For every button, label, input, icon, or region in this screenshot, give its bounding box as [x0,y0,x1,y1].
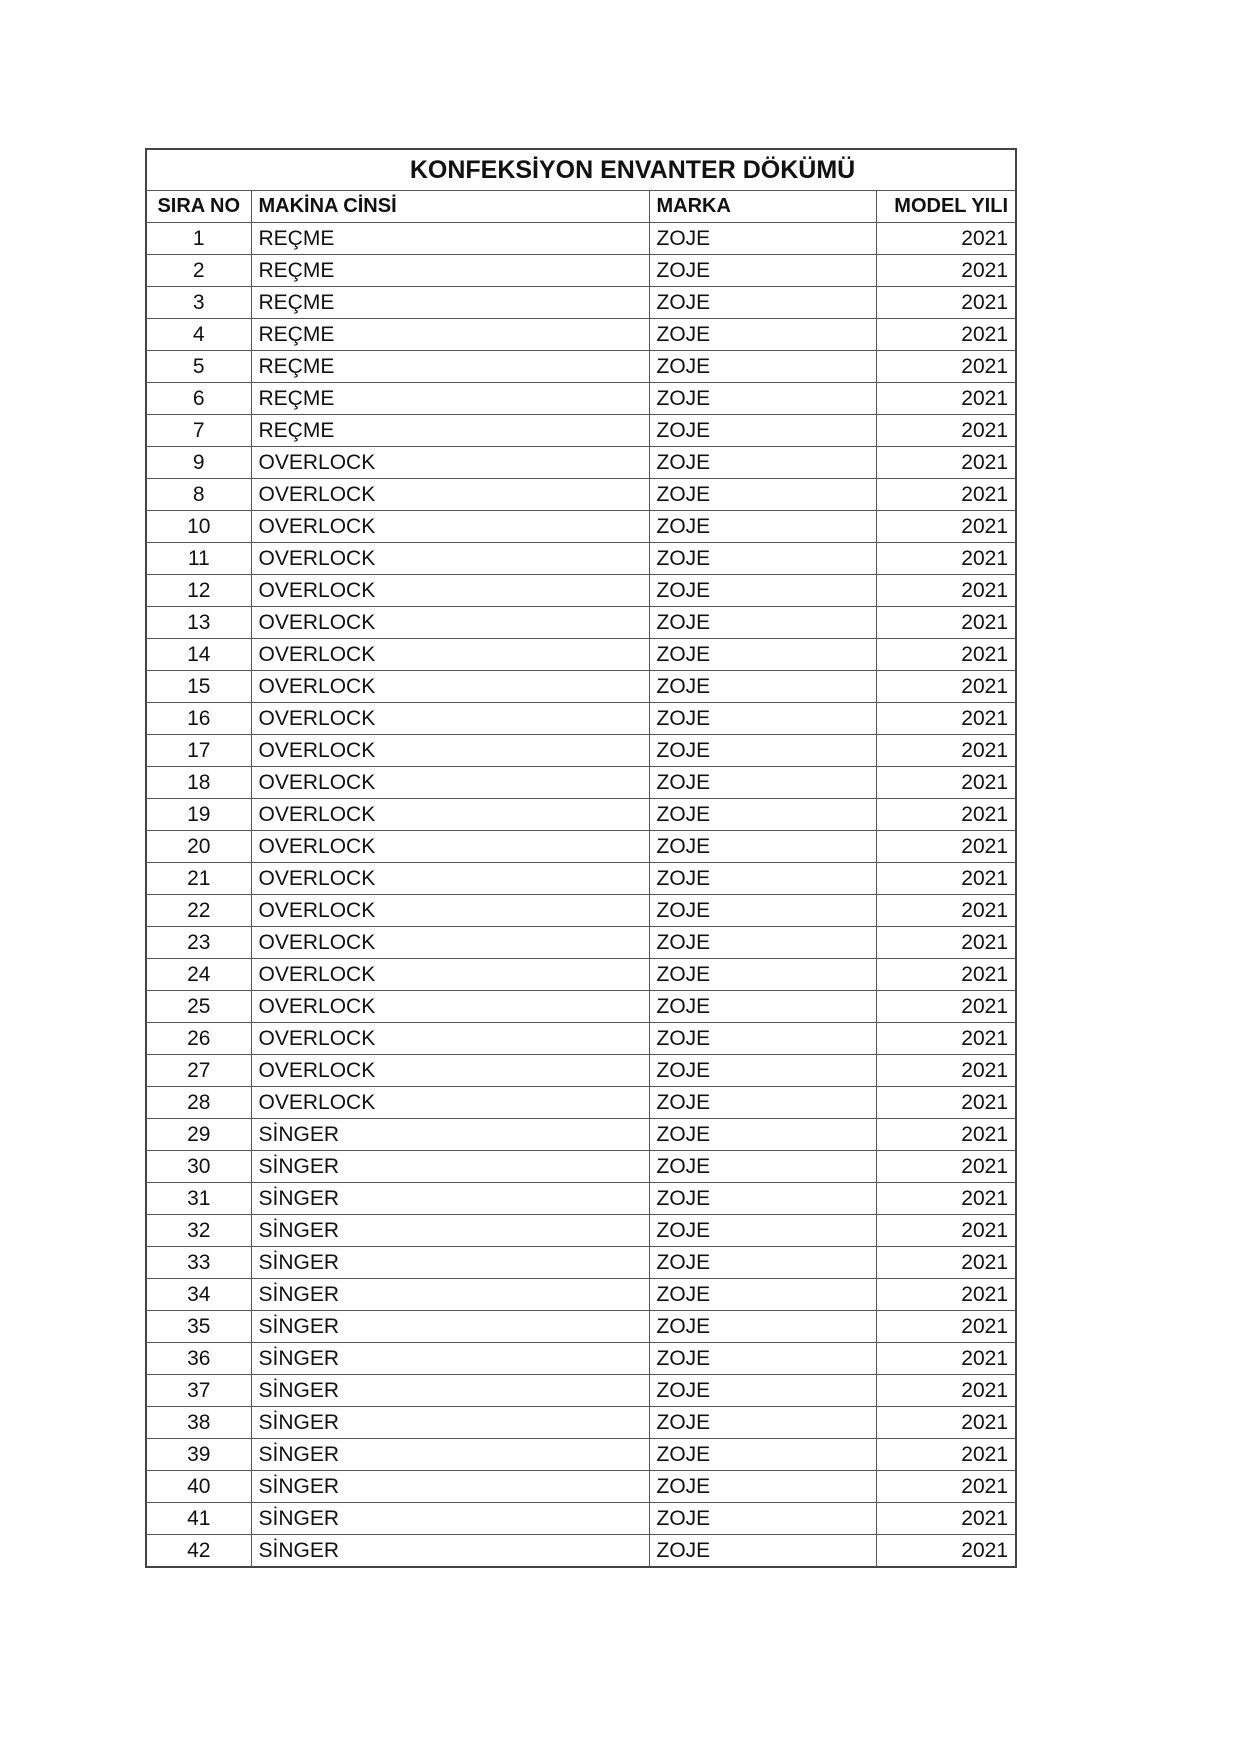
cell-makina-cinsi: OVERLOCK [251,543,649,575]
cell-marka: ZOJE [649,1023,876,1055]
column-header-sira-no: SIRA NO [146,191,251,223]
cell-model-yili: 2021 [876,479,1016,511]
cell-marka: ZOJE [649,607,876,639]
cell-makina-cinsi: SİNGER [251,1247,649,1279]
cell-makina-cinsi: OVERLOCK [251,991,649,1023]
cell-makina-cinsi: OVERLOCK [251,671,649,703]
cell-sira-no: 6 [146,383,251,415]
cell-marka: ZOJE [649,959,876,991]
cell-model-yili: 2021 [876,671,1016,703]
cell-sira-no: 2 [146,255,251,287]
cell-marka: ZOJE [649,1183,876,1215]
table-row [146,639,1016,671]
table-row [146,1087,1016,1119]
cell-marka: ZOJE [649,735,876,767]
table-row [146,1503,1016,1535]
table-row [146,991,1016,1023]
table-row [146,703,1016,735]
cell-marka: ZOJE [649,1407,876,1439]
cell-model-yili: 2021 [876,1119,1016,1151]
cell-marka: ZOJE [649,319,876,351]
cell-model-yili: 2021 [876,1215,1016,1247]
cell-model-yili: 2021 [876,639,1016,671]
cell-makina-cinsi: OVERLOCK [251,1055,649,1087]
cell-makina-cinsi: OVERLOCK [251,1023,649,1055]
cell-sira-no: 27 [146,1055,251,1087]
cell-makina-cinsi: OVERLOCK [251,831,649,863]
inventory-sheet [145,148,1015,1568]
cell-marka: ZOJE [649,351,876,383]
cell-marka: ZOJE [649,799,876,831]
cell-marka: ZOJE [649,767,876,799]
cell-sira-no: 1 [146,223,251,255]
cell-sira-no: 24 [146,959,251,991]
table-row [146,319,1016,351]
cell-makina-cinsi: REÇME [251,223,649,255]
cell-sira-no: 16 [146,703,251,735]
cell-makina-cinsi: OVERLOCK [251,1087,649,1119]
cell-makina-cinsi: SİNGER [251,1343,649,1375]
cell-sira-no: 5 [146,351,251,383]
cell-sira-no: 34 [146,1279,251,1311]
cell-marka: ZOJE [649,1119,876,1151]
cell-makina-cinsi: REÇME [251,351,649,383]
cell-marka: ZOJE [649,1151,876,1183]
cell-sira-no: 23 [146,927,251,959]
table-row [146,607,1016,639]
cell-makina-cinsi: OVERLOCK [251,447,649,479]
cell-marka: ZOJE [649,1535,876,1568]
table-row [146,1279,1016,1311]
table-row [146,863,1016,895]
table-row [146,767,1016,799]
cell-marka: ZOJE [649,479,876,511]
cell-model-yili: 2021 [876,1183,1016,1215]
table-row [146,1215,1016,1247]
cell-sira-no: 29 [146,1119,251,1151]
table-row [146,895,1016,927]
table-row [146,1311,1016,1343]
cell-sira-no: 13 [146,607,251,639]
cell-sira-no: 35 [146,1311,251,1343]
cell-marka: ZOJE [649,895,876,927]
cell-makina-cinsi: REÇME [251,383,649,415]
cell-sira-no: 20 [146,831,251,863]
cell-marka: ZOJE [649,511,876,543]
cell-model-yili: 2021 [876,1279,1016,1311]
cell-model-yili: 2021 [876,511,1016,543]
cell-sira-no: 4 [146,319,251,351]
cell-model-yili: 2021 [876,543,1016,575]
table-row [146,1119,1016,1151]
cell-marka: ZOJE [649,991,876,1023]
table-row [146,1183,1016,1215]
cell-model-yili: 2021 [876,447,1016,479]
cell-marka: ZOJE [649,1503,876,1535]
cell-marka: ZOJE [649,287,876,319]
cell-sira-no: 37 [146,1375,251,1407]
table-row [146,927,1016,959]
cell-sira-no: 36 [146,1343,251,1375]
cell-model-yili: 2021 [876,895,1016,927]
table-row [146,255,1016,287]
cell-marka: ZOJE [649,1247,876,1279]
table-row [146,447,1016,479]
cell-sira-no: 26 [146,1023,251,1055]
cell-model-yili: 2021 [876,1375,1016,1407]
cell-sira-no: 30 [146,1151,251,1183]
cell-makina-cinsi: OVERLOCK [251,575,649,607]
cell-makina-cinsi: SİNGER [251,1311,649,1343]
cell-makina-cinsi: OVERLOCK [251,959,649,991]
cell-model-yili: 2021 [876,1407,1016,1439]
cell-makina-cinsi: SİNGER [251,1375,649,1407]
cell-marka: ZOJE [649,1087,876,1119]
table-row [146,735,1016,767]
cell-marka: ZOJE [649,447,876,479]
cell-marka: ZOJE [649,703,876,735]
cell-model-yili: 2021 [876,1247,1016,1279]
table-row [146,1407,1016,1439]
cell-sira-no: 10 [146,511,251,543]
table-row [146,511,1016,543]
cell-sira-no: 25 [146,991,251,1023]
cell-model-yili: 2021 [876,1087,1016,1119]
cell-makina-cinsi: SİNGER [251,1279,649,1311]
cell-makina-cinsi: OVERLOCK [251,895,649,927]
cell-makina-cinsi: OVERLOCK [251,479,649,511]
table-row [146,351,1016,383]
cell-marka: ZOJE [649,671,876,703]
table-row [146,543,1016,575]
cell-model-yili: 2021 [876,223,1016,255]
cell-marka: ZOJE [649,831,876,863]
cell-makina-cinsi: SİNGER [251,1439,649,1471]
cell-marka: ZOJE [649,1055,876,1087]
cell-model-yili: 2021 [876,1503,1016,1535]
table-row [146,383,1016,415]
cell-model-yili: 2021 [876,1535,1016,1568]
table-row [146,1055,1016,1087]
cell-marka: ZOJE [649,1375,876,1407]
table-row [146,1535,1016,1568]
table-body [146,223,1016,1568]
cell-model-yili: 2021 [876,351,1016,383]
cell-model-yili: 2021 [876,767,1016,799]
table-row [146,831,1016,863]
table-row [146,1343,1016,1375]
cell-marka: ZOJE [649,863,876,895]
cell-makina-cinsi: OVERLOCK [251,511,649,543]
table-row [146,479,1016,511]
table-row [146,287,1016,319]
cell-model-yili: 2021 [876,959,1016,991]
cell-model-yili: 2021 [876,1023,1016,1055]
cell-model-yili: 2021 [876,1471,1016,1503]
column-header-makina-cinsi: MAKİNA CİNSİ [251,191,649,223]
cell-makina-cinsi: SİNGER [251,1407,649,1439]
cell-sira-no: 19 [146,799,251,831]
cell-sira-no: 42 [146,1535,251,1568]
cell-model-yili: 2021 [876,735,1016,767]
cell-makina-cinsi: OVERLOCK [251,607,649,639]
cell-marka: ZOJE [649,639,876,671]
cell-marka: ZOJE [649,255,876,287]
table-row [146,1375,1016,1407]
cell-marka: ZOJE [649,927,876,959]
cell-model-yili: 2021 [876,1439,1016,1471]
cell-marka: ZOJE [649,223,876,255]
table-row [146,575,1016,607]
cell-model-yili: 2021 [876,575,1016,607]
cell-sira-no: 22 [146,895,251,927]
cell-sira-no: 12 [146,575,251,607]
table-row [146,799,1016,831]
cell-model-yili: 2021 [876,1151,1016,1183]
cell-sira-no: 8 [146,479,251,511]
cell-marka: ZOJE [649,1471,876,1503]
table-row [146,223,1016,255]
cell-makina-cinsi: OVERLOCK [251,639,649,671]
cell-marka: ZOJE [649,1439,876,1471]
table-row [146,959,1016,991]
cell-makina-cinsi: SİNGER [251,1503,649,1535]
cell-sira-no: 11 [146,543,251,575]
table-row [146,1023,1016,1055]
cell-model-yili: 2021 [876,703,1016,735]
table-row [146,1439,1016,1471]
cell-makina-cinsi: OVERLOCK [251,927,649,959]
cell-model-yili: 2021 [876,927,1016,959]
cell-model-yili: 2021 [876,831,1016,863]
cell-sira-no: 38 [146,1407,251,1439]
column-header-model-yili: MODEL YILI [876,191,1016,223]
cell-model-yili: 2021 [876,255,1016,287]
cell-sira-no: 14 [146,639,251,671]
cell-makina-cinsi: OVERLOCK [251,735,649,767]
table-row [146,1151,1016,1183]
cell-makina-cinsi: SİNGER [251,1471,649,1503]
cell-makina-cinsi: SİNGER [251,1183,649,1215]
cell-model-yili: 2021 [876,991,1016,1023]
cell-marka: ZOJE [649,543,876,575]
cell-sira-no: 31 [146,1183,251,1215]
cell-makina-cinsi: OVERLOCK [251,799,649,831]
cell-makina-cinsi: OVERLOCK [251,767,649,799]
table-row [146,415,1016,447]
cell-model-yili: 2021 [876,863,1016,895]
table-row [146,1471,1016,1503]
cell-makina-cinsi: OVERLOCK [251,703,649,735]
cell-sira-no: 15 [146,671,251,703]
cell-sira-no: 7 [146,415,251,447]
cell-sira-no: 18 [146,767,251,799]
cell-sira-no: 39 [146,1439,251,1471]
cell-sira-no: 40 [146,1471,251,1503]
column-header-marka: MARKA [649,191,876,223]
cell-sira-no: 41 [146,1503,251,1535]
cell-model-yili: 2021 [876,1343,1016,1375]
cell-model-yili: 2021 [876,415,1016,447]
header-row [146,191,1016,223]
cell-makina-cinsi: SİNGER [251,1119,649,1151]
cell-sira-no: 9 [146,447,251,479]
cell-marka: ZOJE [649,1343,876,1375]
cell-model-yili: 2021 [876,799,1016,831]
cell-model-yili: 2021 [876,607,1016,639]
cell-model-yili: 2021 [876,383,1016,415]
cell-marka: ZOJE [649,1279,876,1311]
cell-makina-cinsi: REÇME [251,255,649,287]
cell-makina-cinsi: REÇME [251,287,649,319]
cell-sira-no: 33 [146,1247,251,1279]
cell-makina-cinsi: SİNGER [251,1151,649,1183]
cell-makina-cinsi: REÇME [251,319,649,351]
cell-model-yili: 2021 [876,287,1016,319]
cell-sira-no: 32 [146,1215,251,1247]
cell-marka: ZOJE [649,1311,876,1343]
table-row [146,671,1016,703]
cell-marka: ZOJE [649,1215,876,1247]
title-row [146,149,1016,191]
page-title: KONFEKSİYON ENVANTER DÖKÜMÜ [146,149,1016,191]
cell-sira-no: 28 [146,1087,251,1119]
cell-model-yili: 2021 [876,1055,1016,1087]
cell-makina-cinsi: SİNGER [251,1535,649,1568]
cell-model-yili: 2021 [876,319,1016,351]
cell-makina-cinsi: OVERLOCK [251,863,649,895]
cell-makina-cinsi: REÇME [251,415,649,447]
cell-sira-no: 21 [146,863,251,895]
table-row [146,1247,1016,1279]
cell-marka: ZOJE [649,575,876,607]
cell-marka: ZOJE [649,383,876,415]
inventory-table [145,148,1017,1568]
cell-model-yili: 2021 [876,1311,1016,1343]
cell-makina-cinsi: SİNGER [251,1215,649,1247]
cell-sira-no: 3 [146,287,251,319]
cell-sira-no: 17 [146,735,251,767]
cell-marka: ZOJE [649,415,876,447]
